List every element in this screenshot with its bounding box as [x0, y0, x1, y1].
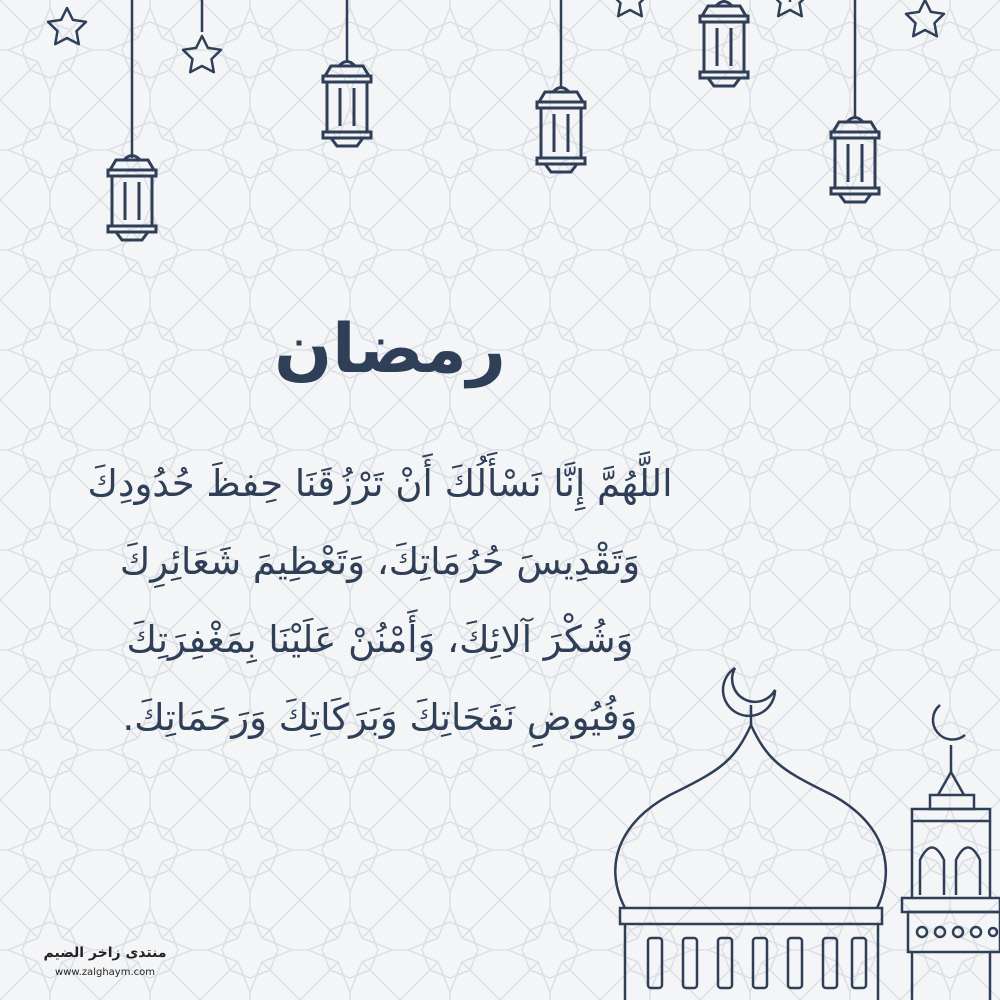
forum-watermark	[30, 945, 190, 989]
watermark-url: www.zalghaym.com	[55, 967, 155, 978]
watermark-name: منتدى زاخر الضيم	[43, 945, 167, 961]
prayer-line: وَتَقْدِيسَ حُرُمَاتِكَ، وَتَعْظِيمَ شَعَائِرِكَ	[119, 540, 641, 583]
minaret-icon	[902, 705, 1000, 1000]
lantern-icon	[700, 2, 748, 87]
prayer-line: وَشُكْرَ آلائِكَ، وَأَمْنُنْ عَلَيْنَا بِمَغْفِرَتِكَ	[126, 618, 634, 661]
star-icon	[611, 0, 649, 16]
ramadan-title: رمضان	[274, 310, 506, 389]
lantern-icon	[537, 88, 585, 173]
star-icon	[906, 0, 944, 36]
prayer-line: وَفُيُوضِ نَفَحَاتِكَ وَبَرَكَاتِكَ وَرَحَمَاتِكَ.	[122, 696, 638, 739]
star-icon	[48, 8, 86, 44]
lantern-icon	[831, 118, 879, 203]
prayer-text	[20, 445, 740, 757]
lantern-icon	[108, 156, 156, 241]
star-icon	[771, 0, 809, 16]
prayer-line: اللَّهُمَّ إِنَّا نَسْأَلُكَ أَنْ تَرْزُقَنَا حِفظَ حُدُودِكَ	[87, 462, 673, 505]
lantern-icon	[323, 62, 371, 147]
star-icon	[183, 36, 221, 72]
